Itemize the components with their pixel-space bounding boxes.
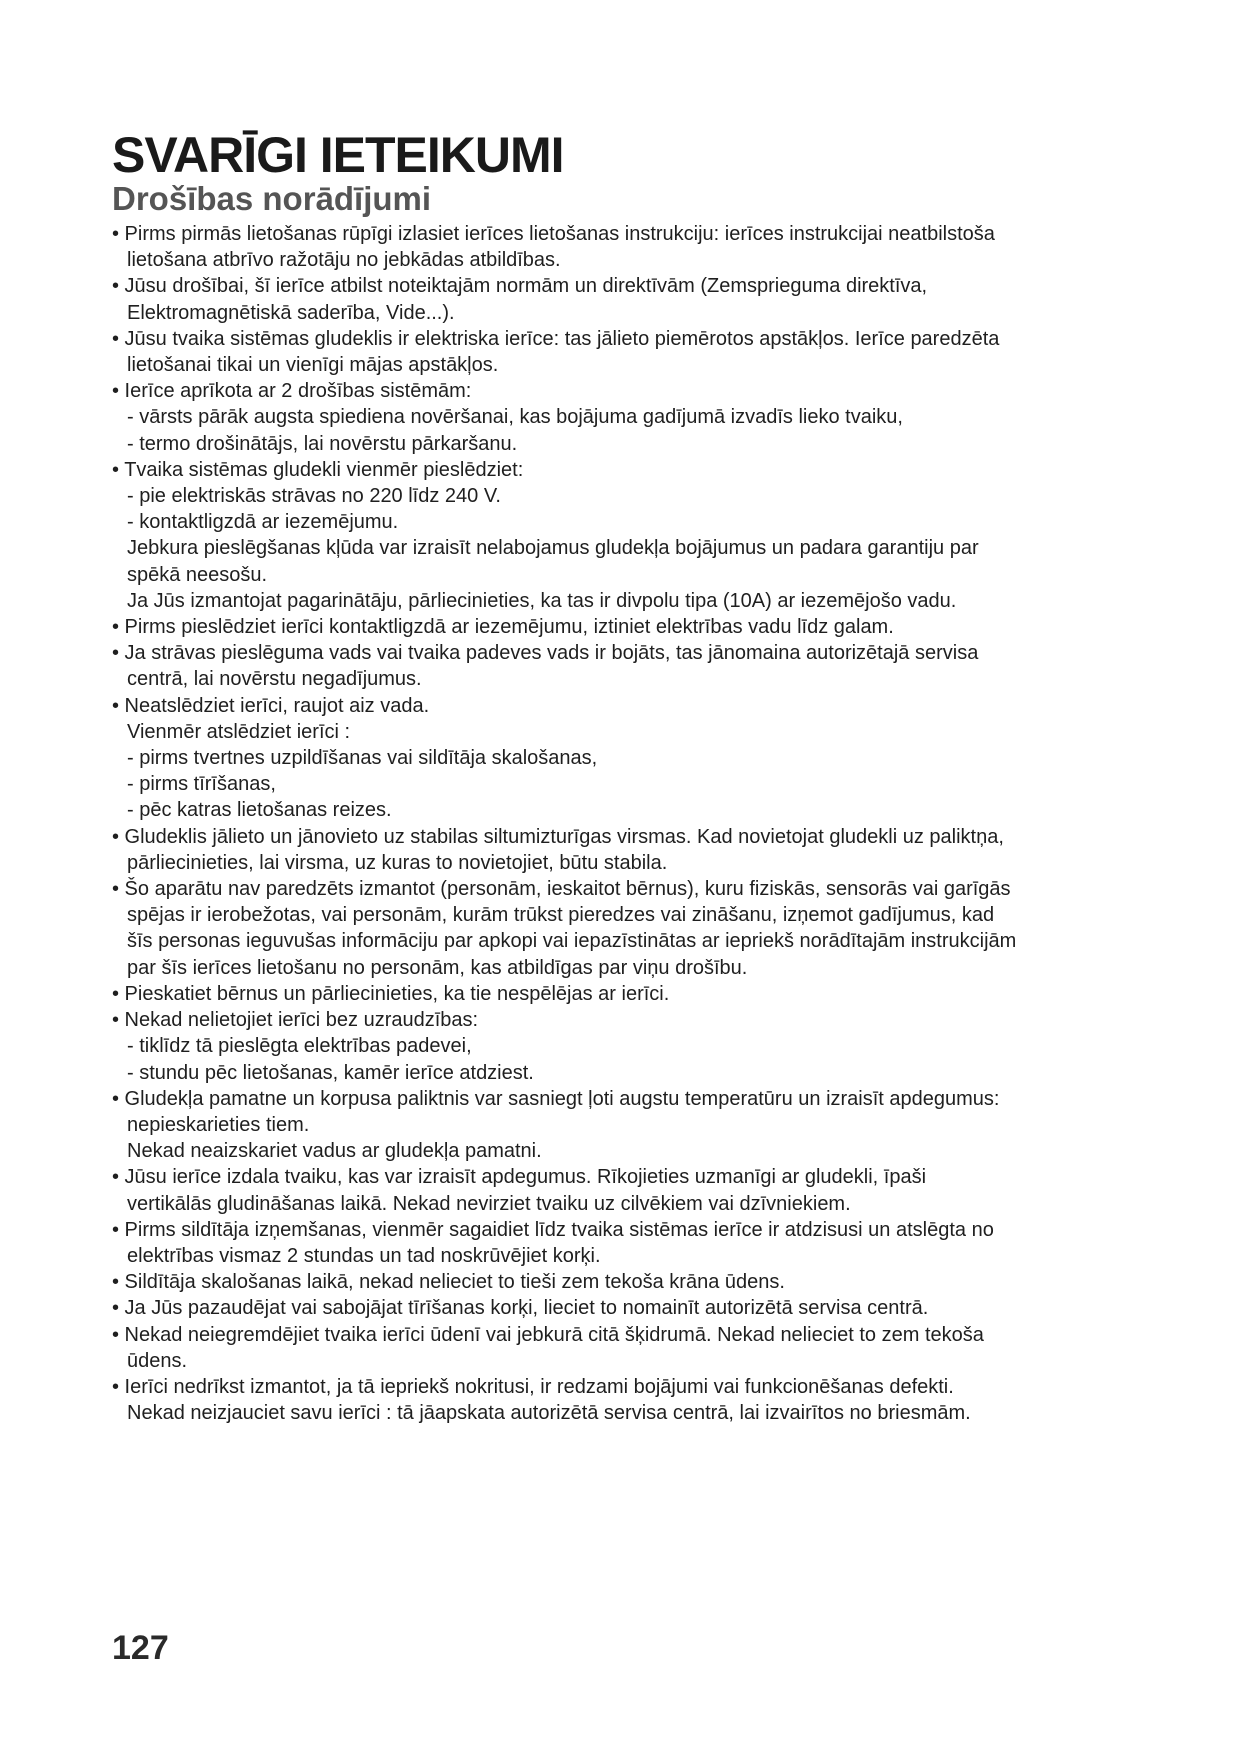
text-line: lietošanai tikai un vienīgi mājas apstākļos. <box>127 354 499 377</box>
text-line: ūdens. <box>127 1349 188 1372</box>
text-line: centrā, lai novērstu negadījumus. <box>127 668 422 691</box>
text-line: • Gludekļa pamatne un korpusa paliktnis var sasniegt ļoti augstu temperatūru un izraisīt apdegumus: <box>112 1087 1000 1110</box>
text-line: • Jūsu drošībai, šī ierīce atbilst noteiktajām normām un direktīvām (Zemsprieguma direktīva, <box>112 275 928 298</box>
text-line: - pēc katras lietošanas reizes. <box>127 799 392 822</box>
text-line: - stundu pēc lietošanas, kamēr ierīce atdziest. <box>127 1061 534 1084</box>
text-line: • Šo aparātu nav paredzēts izmantot (personām, ieskaitot bērnus), kuru fiziskās, sensorās vai garīgās <box>112 878 1011 901</box>
text-line: Vienmēr atslēdziet ierīci : <box>127 720 351 743</box>
text-line: - pie elektriskās strāvas no 220 līdz 240 V. <box>127 485 501 508</box>
text-line: vertikālās gludināšanas laikā. Nekad nevirziet tvaiku uz cilvēkiem vai dzīvniekiem. <box>127 1192 851 1215</box>
page-number: 127 <box>112 1629 169 1667</box>
text-line: Elektromagnētiskā saderība, Vide...). <box>127 301 455 324</box>
text-line: • Jūsu ierīce izdala tvaiku, kas var izraisīt apdegumus. Rīkojieties uzmanīgi ar gludekli, īpaši <box>112 1166 927 1189</box>
text-line: Nekad neizjauciet savu ierīci : tā jāapskata autorizētā servisa centrā, lai izvairītos no briesmām. <box>127 1402 971 1425</box>
text-line: • Ja strāvas pieslēguma vads vai tvaika padeves vads ir bojāts, tas jānomaina autorizētajā servisa <box>112 642 979 665</box>
text-line: - pirms tvertnes uzpildīšanas vai sildītāja skalošanas, <box>127 747 598 770</box>
text-line: - pirms tīrīšanas, <box>127 773 276 796</box>
text-line: Jebkura pieslēgšanas kļūda var izraisīt nelabojamus gludekļa bojājumus un padara garantiju par <box>127 537 979 560</box>
text-line: • Tvaika sistēmas gludekli vienmēr pieslēdziet: <box>112 458 524 481</box>
text-line: par šīs ierīces lietošanu no personām, kas atbildīgas par viņu drošību. <box>127 956 748 979</box>
safety-instructions <box>112 221 1142 1426</box>
text-line: • Nekad nelietojiet ierīci bez uzraudzības: <box>112 1009 479 1032</box>
text-line: spēkā neesošu. <box>127 563 268 586</box>
text-line: nepieskarieties tiem. <box>127 1113 310 1136</box>
text-line: spējas ir ierobežotas, vai personām, kurām trūkst pieredzes vai zināšanu, izņemot gadījumus, kad <box>127 904 995 927</box>
section-subtitle: Drošības norādījumi <box>112 180 432 217</box>
text-line: - kontaktligzdā ar iezemējumu. <box>127 511 399 534</box>
text-line: • Nekad neiegremdējiet tvaika ierīci ūdenī vai jebkurā citā šķidrumā. Nekad nelieciet to zem tekoša <box>112 1323 984 1346</box>
text-line: • Pirms pirmās lietošanas rūpīgi izlasiet ierīces lietošanas instrukciju: ierīces instrukcijai neatbilstoša <box>112 223 995 245</box>
text-line: • Gludeklis jālieto un jānovieto uz stabilas siltumizturīgas virsmas. Kad novietojat gludekli uz paliktņa, <box>112 825 1004 848</box>
text-line: - vārsts pārāk augsta spiediena novēršanai, kas bojājuma gadījumā izvadīs lieko tvaiku, <box>127 406 903 429</box>
text-line: • Ierīce aprīkota ar 2 drošības sistēmām: <box>112 380 472 403</box>
text-line: • Ierīci nedrīkst izmantot, ja tā iepriekš nokritusi, ir redzami bojājumi vai funkcionēšanas defekti. <box>112 1375 954 1398</box>
text-line: • Pieskatiet bērnus un pārliecinieties, ka tie nespēlējas ar ierīci. <box>112 982 670 1005</box>
text-line: - termo drošinātājs, lai novērstu pārkaršanu. <box>127 432 518 455</box>
text-line: pārliecinieties, lai virsma, uz kuras to novietojiet, būtu stabila. <box>127 851 668 874</box>
text-line: lietošana atbrīvo ražotāju no jebkādas atbildības. <box>127 249 561 272</box>
text-line: elektrības vismaz 2 stundas un tad noskrūvējiet korķi. <box>127 1244 601 1267</box>
text-line: šīs personas ieguvušas informāciju par apkopi vai iepazīstinātas ar iepriekš norādītajām instrukcijām <box>127 930 1017 953</box>
text-line: Ja Jūs izmantojat pagarinātāju, pārliecinieties, ka tas ir divpolu tipa (10A) ar iezemējošo vadu. <box>127 589 957 612</box>
text-line: • Neatslēdziet ierīci, raujot aiz vada. <box>112 694 430 717</box>
page-title: SVARĪGI IETEIKUMI <box>112 127 564 183</box>
text-line: • Sildītāja skalošanas laikā, nekad nelieciet to tieši zem tekoša krāna ūdens. <box>112 1271 785 1294</box>
text-line: • Pirms sildītāja izņemšanas, vienmēr sagaidiet līdz tvaika sistēmas ierīce ir atdzisusi un atslēgta no <box>112 1218 994 1241</box>
text-line: • Jūsu tvaika sistēmas gludeklis ir elektriska ierīce: tas jālieto piemērotos apstākļos. Ierīce paredzēta <box>112 327 1000 350</box>
text-line: Nekad neaizskariet vadus ar gludekļa pamatni. <box>127 1140 542 1163</box>
text-line: - tiklīdz tā pieslēgta elektrības padevei, <box>127 1035 472 1058</box>
text-line: • Ja Jūs pazaudējat vai sabojājat tīrīšanas korķi, lieciet to nomainīt autorizētā servisa centrā. <box>112 1297 929 1320</box>
text-line: • Pirms pieslēdziet ierīci kontaktligzdā ar iezemējumu, iztiniet elektrības vadu līdz galam. <box>112 616 894 639</box>
